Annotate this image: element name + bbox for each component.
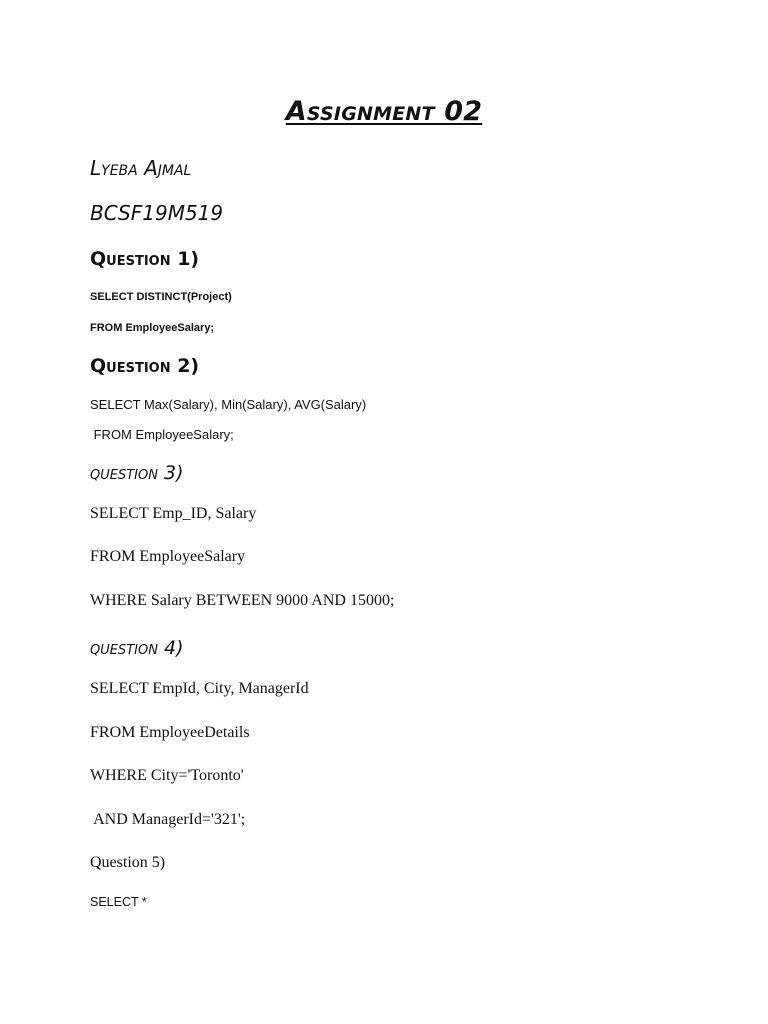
document-title: Assignment 02 bbox=[285, 96, 483, 127]
question-2-line-1: SELECT Max(Salary), Min(Salary), AVG(Salary) bbox=[90, 397, 367, 412]
question-4-line-3: WHERE City='Toronto' bbox=[90, 767, 244, 784]
question-3-line-3: WHERE Salary BETWEEN 9000 AND 15000; bbox=[90, 592, 395, 609]
question-3-heading: question 3) bbox=[90, 462, 184, 484]
question-1-line-2: FROM EmployeeSalary; bbox=[90, 322, 215, 334]
student-name: Lyeba Ajmal bbox=[90, 156, 192, 180]
question-3-line-2: FROM EmployeeSalary bbox=[90, 548, 246, 565]
question-1-heading: Question 1) bbox=[90, 248, 200, 270]
question-2-line-2: FROM EmployeeSalary; bbox=[90, 427, 234, 442]
question-4-heading: question 4) bbox=[90, 637, 184, 659]
question-2-heading: Question 2) bbox=[90, 355, 200, 377]
question-1-line-1: SELECT DISTINCT(Project) bbox=[90, 291, 232, 303]
question-4-line-4: AND ManagerId='321'; bbox=[90, 811, 246, 828]
question-5-line-1: SELECT * bbox=[90, 895, 147, 909]
roll-number: BCSF19M519 bbox=[90, 201, 224, 225]
question-5-heading: Question 5) bbox=[90, 854, 166, 871]
question-3-line-1: SELECT Emp_ID, Salary bbox=[90, 505, 257, 522]
question-4-line-1: SELECT EmpId, City, ManagerId bbox=[90, 680, 309, 697]
question-4-line-2: FROM EmployeeDetails bbox=[90, 724, 250, 741]
